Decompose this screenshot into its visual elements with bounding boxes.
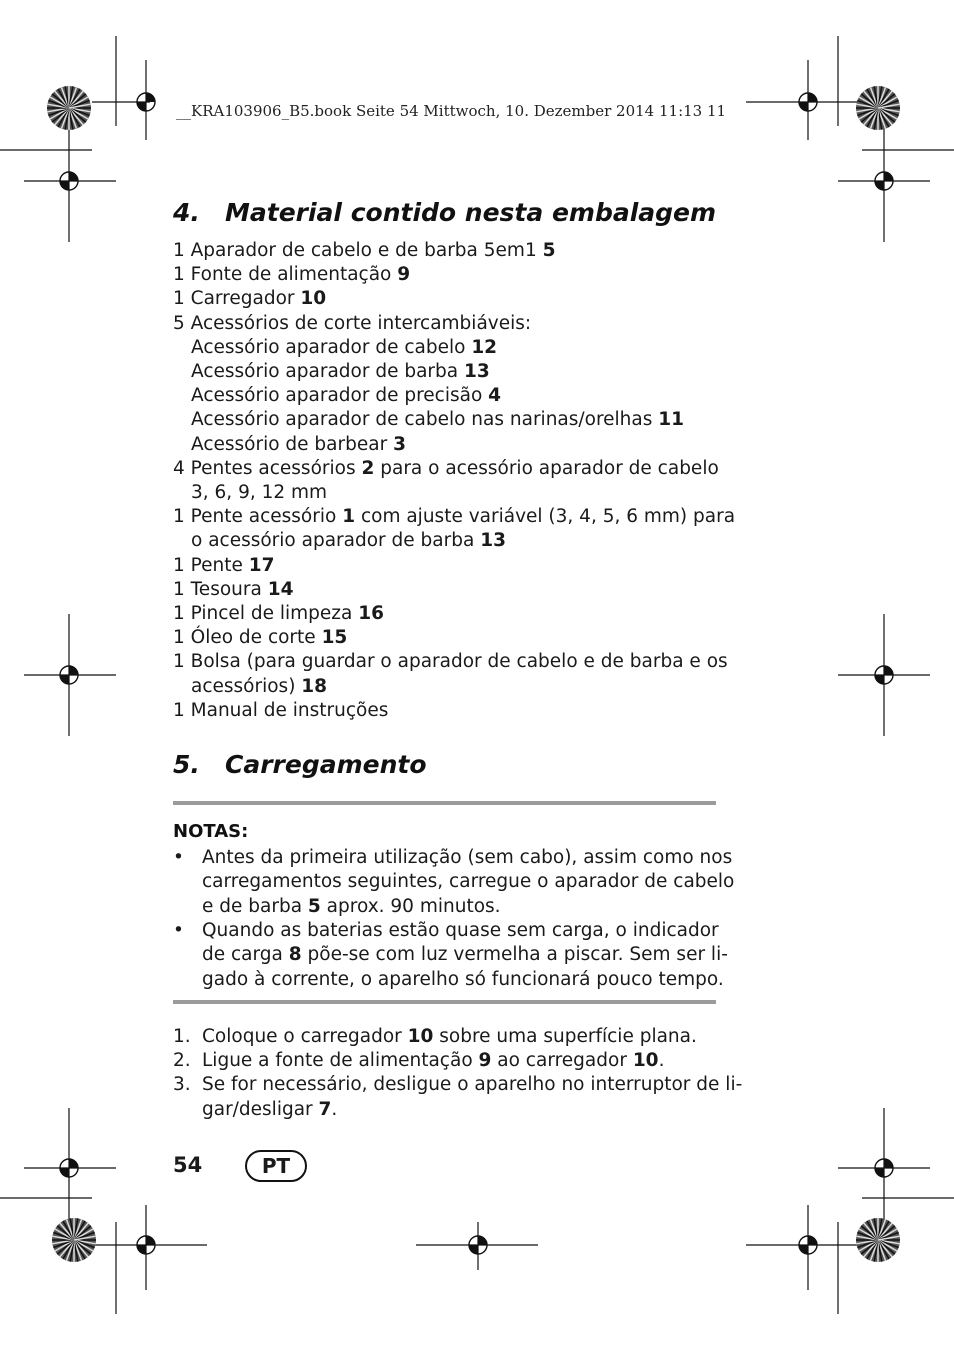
- note-line: [202, 968, 724, 992]
- step-text: Se for necessário, desligue o aparelho no interruptor de li-: [202, 1074, 743, 1096]
- note-line: [202, 943, 728, 967]
- item-reference-number: 16: [358, 603, 384, 624]
- step-text: Ligue a fonte de alimentação: [202, 1050, 479, 1072]
- book-info-header: __KRA103906_B5.book Seite 54 Mittwoch, 10. Dezember 2014 11:13 11: [176, 102, 727, 120]
- step-text-continued: ao carregador: [491, 1050, 633, 1072]
- notes-top-rule: [173, 801, 716, 805]
- list-item: [191, 675, 327, 699]
- item-reference-number: 11: [658, 409, 685, 431]
- item-text: Acessório aparador de barba: [191, 361, 464, 382]
- note-line: [202, 895, 501, 919]
- item-text: Acessório de barbear: [191, 433, 394, 455]
- list-item: [191, 336, 497, 360]
- list-item: [191, 433, 406, 457]
- list-item: [173, 312, 531, 336]
- item-text: 4 Pentes acessórios: [173, 457, 362, 479]
- step-text: gar/desligar: [202, 1098, 319, 1120]
- item-reference-number: 14: [267, 578, 294, 600]
- bullet-glyph: •: [173, 847, 184, 868]
- step-number-text: 2.: [173, 1050, 191, 1072]
- item-text-continued: com ajuste variável (3, 4, 5, 6 mm) para: [355, 506, 736, 528]
- item-reference-number: 15: [321, 627, 348, 649]
- notes-bottom-rule: [173, 1000, 716, 1004]
- step-text-continued: sobre uma superfície plana.: [433, 1026, 697, 1047]
- item-text: 1 Óleo de corte: [173, 627, 322, 649]
- list-item: [173, 263, 410, 287]
- item-text: 1 Pente: [173, 554, 249, 576]
- item-text: 1 Carregador: [173, 288, 301, 310]
- item-text: Acessório aparador de cabelo: [191, 336, 472, 358]
- note-reference-number: 5: [307, 895, 321, 917]
- item-text: 1 Fonte de alimentação: [173, 264, 398, 286]
- item-reference-number: 1: [342, 506, 356, 528]
- note-line: [202, 846, 732, 870]
- step-text: Coloque o carregador: [202, 1026, 408, 1047]
- list-item: [191, 408, 684, 432]
- note-text: de carga: [202, 944, 289, 966]
- step-line: [202, 1049, 664, 1073]
- language-badge: PT: [245, 1150, 307, 1182]
- item-reference-number: 9: [397, 264, 411, 286]
- list-item: [173, 554, 275, 578]
- bullet-icon: [173, 846, 184, 870]
- item-reference-number: 13: [463, 361, 490, 382]
- note-text: carregamentos seguintes, carregue o aparador de cabelo: [202, 871, 735, 893]
- step-reference-number: 7: [318, 1098, 332, 1120]
- item-reference-number: 17: [248, 554, 275, 576]
- item-text: 3, 6, 9, 12 mm: [191, 482, 328, 503]
- step-line: [202, 1025, 697, 1049]
- list-item: [191, 529, 506, 553]
- item-reference-number: 4: [488, 385, 502, 407]
- step-number-text: 1.: [173, 1026, 191, 1047]
- step-reference-number: 9: [478, 1050, 492, 1072]
- section-5-heading: [173, 750, 427, 779]
- list-item: [173, 602, 384, 626]
- list-item: [191, 481, 327, 505]
- note-text: Quando as baterias estão quase sem carga, o indicador: [202, 919, 719, 941]
- item-text: 5 Acessórios de corte intercambiáveis:: [173, 312, 532, 334]
- note-reference-number: 8: [288, 944, 302, 966]
- list-item: [173, 457, 719, 481]
- item-text: 1 Pente acessório: [173, 506, 343, 528]
- list-item: [173, 287, 326, 311]
- note-text: gado à corrente, o aparelho só funcionará pouco tempo.: [202, 968, 724, 990]
- list-item: [173, 650, 728, 674]
- note-line: [202, 870, 734, 894]
- item-text: o acessório aparador de barba: [191, 530, 481, 552]
- item-text: Acessório aparador de precisão: [191, 385, 489, 407]
- item-reference-number: 18: [301, 675, 328, 697]
- item-text: 1 Manual de instruções: [173, 699, 389, 721]
- item-text-continued: para o acessório aparador de cabelo: [374, 457, 719, 479]
- step-number: [173, 1025, 191, 1049]
- item-text: 1 Bolsa (para guardar o aparador de cabelo e de barba e os: [173, 651, 728, 673]
- note-text-continued: põe-se com luz vermelha a piscar. Sem ser li-: [301, 944, 728, 966]
- note-line: [202, 919, 719, 943]
- list-item: [173, 626, 347, 650]
- item-text: 1 Tesoura: [173, 578, 268, 600]
- step-text-continued: .: [331, 1098, 338, 1120]
- note-text: Antes da primeira utilização (sem cabo), assim como nos: [202, 847, 733, 868]
- item-reference-number: 10: [300, 288, 327, 310]
- item-text: Acessório aparador de cabelo nas narinas/orelhas: [191, 409, 659, 431]
- bullet-icon: [173, 919, 184, 943]
- note-text-continued: aprox. 90 minutos.: [320, 895, 501, 917]
- item-text: 1 Pincel de limpeza: [173, 603, 359, 624]
- list-item: [191, 384, 501, 408]
- item-reference-number: 5: [542, 240, 556, 261]
- step-line: [202, 1073, 742, 1097]
- bullet-glyph: •: [173, 919, 184, 941]
- step-number: [173, 1073, 191, 1097]
- note-text: e de barba: [202, 895, 308, 917]
- section-4-title: Material contido nesta embalagem: [225, 198, 717, 227]
- notes-title: NOTAS:: [173, 821, 249, 842]
- item-text: acessórios): [191, 675, 302, 697]
- section-4-number: 4.: [173, 198, 200, 227]
- section-5-title: Carregamento: [225, 750, 427, 779]
- item-reference-number: 2: [361, 457, 375, 479]
- list-item: [173, 578, 293, 602]
- item-text: 1 Aparador de cabelo e de barba 5em1: [173, 240, 543, 261]
- item-reference-number: 13: [480, 530, 506, 552]
- step-number: [173, 1049, 191, 1073]
- step-reference-number: 10: [632, 1050, 659, 1072]
- list-item: [173, 239, 555, 263]
- step-number-text: 3.: [173, 1074, 191, 1096]
- section-5-number: 5.: [173, 750, 200, 779]
- list-item: [173, 699, 388, 723]
- list-item: [173, 505, 735, 529]
- step-text-end: .: [658, 1050, 665, 1072]
- step-line: [202, 1098, 337, 1122]
- step-reference-number: 10: [407, 1026, 434, 1047]
- page-number: 54: [173, 1153, 203, 1177]
- item-reference-number: 12: [471, 336, 498, 358]
- item-reference-number: 3: [393, 433, 406, 455]
- list-item: [191, 360, 490, 384]
- section-4-heading: [173, 198, 716, 227]
